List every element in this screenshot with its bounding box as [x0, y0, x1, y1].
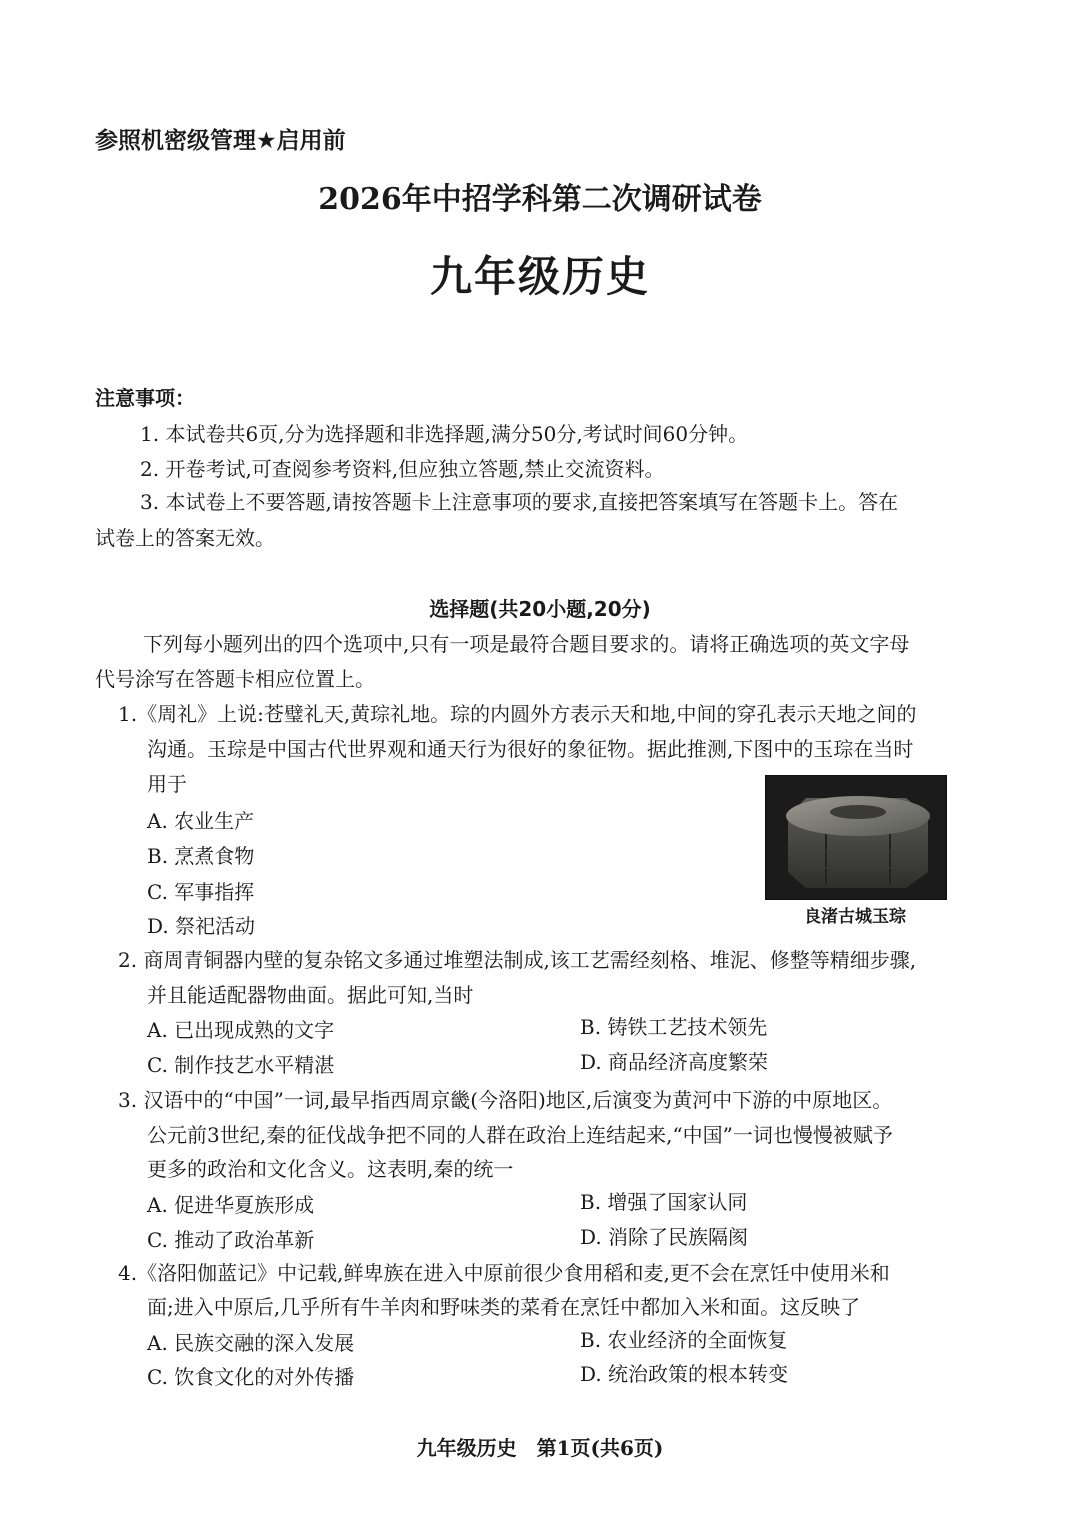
- notice-item-3-line-1: 3. 本试卷上不要答题,请按答题卡上注意事项的要求,直接把答案填写在答题卡上。答在: [140, 490, 899, 514]
- q3-stem-line-1: 3. 汉语中的“中国”一词,最早指西周京畿(今洛阳)地区,后演变为黄河中下游的中原地区。: [118, 1088, 893, 1112]
- notice-item-1: 1. 本试卷共6页,分为选择题和非选择题,满分50分,考试时间60分钟。: [140, 422, 749, 446]
- q1-option-a: A. 农业生产: [147, 809, 255, 833]
- section-instruction-line-1: 下列每小题列出的四个选项中,只有一项是最符合题目要求的。请将正确选项的英文字母: [143, 632, 910, 656]
- confidentiality-mark: 参照机密级管理★启用前: [95, 128, 346, 154]
- q3-option-c: C. 推动了政治革新: [147, 1228, 315, 1252]
- subject-title: 九年级历史: [429, 252, 650, 301]
- q4-option-b: B. 农业经济的全面恢复: [580, 1328, 788, 1352]
- notice-item-2: 2. 开卷考试,可查阅参考资料,但应独立答题,禁止交流资料。: [140, 457, 665, 481]
- exam-title: 2026年中招学科第二次调研试卷: [318, 182, 762, 217]
- q2-option-d: D. 商品经济高度繁荣: [580, 1050, 769, 1074]
- notice-item-3-line-2: 试卷上的答案无效。: [95, 526, 275, 550]
- q2-option-c: C. 制作技艺水平精湛: [147, 1053, 335, 1077]
- q4-option-d: D. 统治政策的根本转变: [580, 1362, 789, 1386]
- jade-cong-caption: 良渚古城玉琮: [804, 907, 906, 927]
- q3-stem-line-3: 更多的政治和文化含义。这表明,秦的统一: [147, 1157, 514, 1181]
- q3-option-b: B. 增强了国家认同: [580, 1190, 748, 1214]
- jade-cong-photo: [765, 775, 947, 900]
- page-footer: 九年级历史 第1页(共6页): [416, 1436, 664, 1460]
- q1-option-d: D. 祭祀活动: [147, 914, 256, 938]
- q1-option-b: B. 烹煮食物: [147, 844, 255, 868]
- q2-stem-line-2: 并且能适配器物曲面。据此可知,当时: [147, 983, 474, 1007]
- q2-option-a: A. 已出现成熟的文字: [147, 1018, 335, 1042]
- q2-stem-line-1: 2. 商周青铜器内壁的复杂铭文多通过堆塑法制成,该工艺需经刻格、堆泥、修整等精细步骤,: [118, 948, 917, 972]
- q1-stem-line-1: 1.《周礼》上说:苍璧礼天,黄琮礼地。琮的内圆外方表示天和地,中间的穿孔表示天地之间的: [118, 702, 917, 726]
- q3-option-a: A. 促进华夏族形成: [147, 1193, 315, 1217]
- notice-heading: 注意事项：: [95, 386, 195, 410]
- q4-option-c: C. 饮食文化的对外传播: [147, 1365, 355, 1389]
- q2-option-b: B. 铸铁工艺技术领先: [580, 1015, 768, 1039]
- section-title: 选择题(共20小题,20分): [429, 597, 651, 621]
- q4-option-a: A. 民族交融的深入发展: [147, 1331, 355, 1355]
- q4-stem-line-2: 面;进入中原后,几乎所有牛羊肉和野味类的菜肴在烹饪中都加入米和面。这反映了: [147, 1295, 861, 1319]
- section-instruction-line-2: 代号涂写在答题卡相应位置上。: [95, 667, 375, 691]
- q1-stem-line-3: 用于: [147, 772, 187, 796]
- q3-option-d: D. 消除了民族隔阂: [580, 1225, 749, 1249]
- q1-stem-line-2: 沟通。玉琮是中国古代世界观和通天行为很好的象征物。据此推测,下图中的玉琮在当时: [147, 737, 914, 761]
- q1-option-c: C. 军事指挥: [147, 880, 255, 904]
- q3-stem-line-2: 公元前3世纪,秦的征伐战争把不同的人群在政治上连结起来,“中国”一词也慢慢被赋予: [147, 1123, 893, 1147]
- jade-cong-illustration: [766, 776, 946, 899]
- q4-stem-line-1: 4.《洛阳伽蓝记》中记载,鲜卑族在进入中原前很少食用稻和麦,更不会在烹饪中使用米和: [118, 1261, 890, 1285]
